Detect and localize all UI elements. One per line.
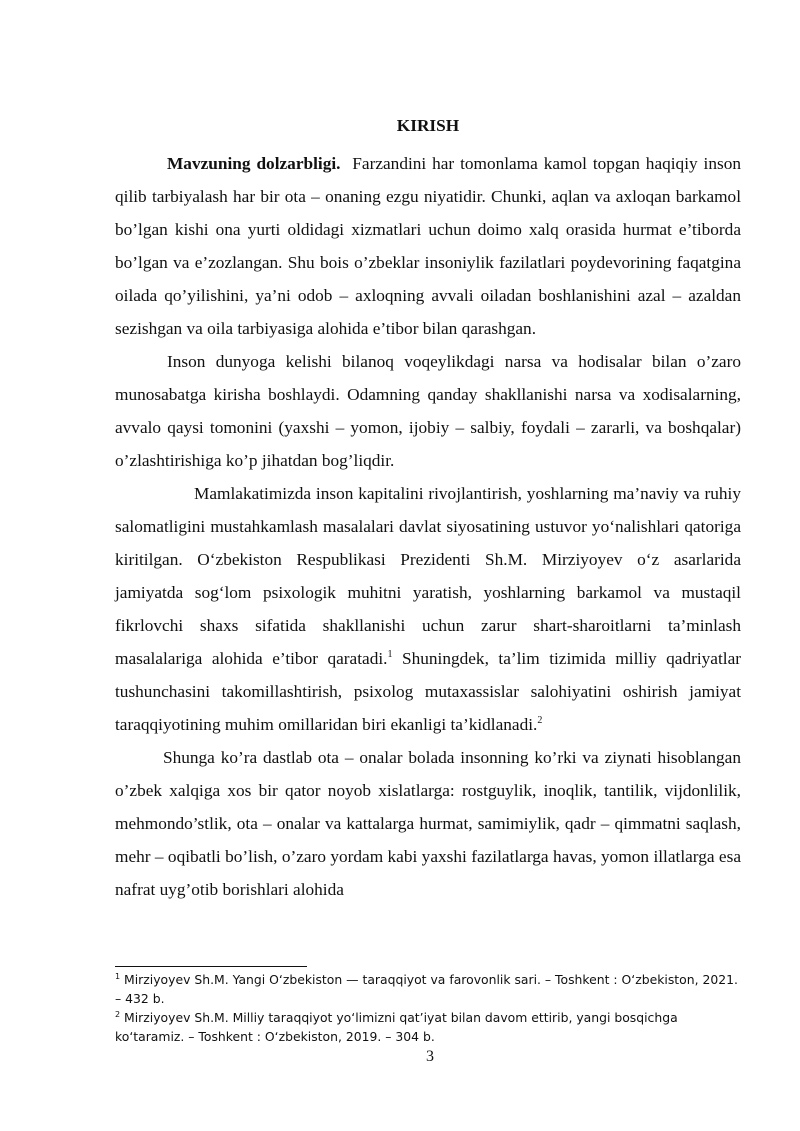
paragraph-3 [115, 477, 741, 741]
footnote-text: Mirziyoyev Sh.M. Yangi O‘zbekiston — taraqqiyot va farovonlik sari. – Toshkent : O‘zbekiston, 2021. – 432 b. [115, 972, 738, 1006]
paragraph-lead: Mavzuning dolzarbligi. [167, 154, 341, 173]
paragraph-text: Inson dunyoga kelishi bilanoq voqeylikdagi narsa va hodisalar bilan o’zaro munosabatga kirisha boshlaydi. Odamning qanday shakllanishi narsa va xodisalarning, avvalo qaysi tomonini (yaxshi – yomon, ijobiy – salbiy, foydali – zararli, va boshqalar) o’zlashtirishiga ko’p jihatdan bog’liqdir. [115, 352, 741, 470]
page-number: 3 [426, 1048, 434, 1065]
paragraph-4 [115, 741, 741, 906]
footnote-ref[interactable]: 1 [387, 649, 393, 661]
paragraph-2 [115, 345, 741, 477]
footnote-number: 2 [115, 1009, 121, 1019]
paragraph-text: Mamlakatimizda inson kapitalini rivojlantirish, yoshlarning ma’naviy va ruhiy salomatligini mustahkamlash masalalari davlat siyosatining ustuvor yo‘nalishlari qatoriga kiritilgan. O‘zbekiston Respublikasi Prezidenti Sh.M. Mirziyoyev o‘z asarlarida jamiyatda sog‘lom psixologik muhitni yaratish, yoshlarning barkamol va mustaqil fikrlovchi shaxs sifatida shakllanishi uchun zarur shart-sharoitlarni ta’minlash masalalariga alohida e’tibor qaratadi. [115, 484, 741, 668]
paragraph-1 [115, 147, 741, 345]
paragraph-text: Shunga ko’ra dastlab ota – onalar bolada insonning ko’rki va ziynati hisoblangan o’zbek xalqiga xos bir qator noyob xislatlarga: rostguylik, inoqlik, tantilik, vijdonlilik, mehmondo’stlik, ota – onalar va kattalarga hurmat, samimiylik, qadr – qimmatni saqlash, mehr – oqibatli bo’lish, o’zaro yordam kabi yaxshi fazilatlarga havas, yomon illatlarga esa nafrat uyg’otib borishlari alohida [115, 748, 741, 899]
footnote-text: Mirziyoyev Sh.M. Milliy taraqqiyot yo‘limizni qat’iyat bilan davom ettirib, yangi bosqichga ko‘taramiz. – Toshkent : O‘zbekiston, 2019. – 304 b. [115, 1010, 678, 1044]
body-text [115, 147, 741, 906]
paragraph-text: Farzandini har tomonlama kamol topgan haqiqiy inson qilib tarbiyalash har bir ota – onaning ezgu niyatidir. Chunki, aqlan va axloqan barkamol bo’lgan kishi ona yurti oldidagi xizmatlari uchun doimo xalq orasida hurmat e’tiborda bo’lgan va e’zozlangan. Shu bois o’zbeklar insoniylik fazilatlari poydevorining faqatgina oilada qo’yilishini, ya’ni odob – axloqning avvali oiladan boshlanishini azal – azaldan sezishgan va oila tarbiyasiga alohida e’tibor bilan qarashgan. [115, 154, 741, 338]
footnote-divider [115, 966, 307, 967]
section-heading: KIRISH [396, 116, 460, 135]
footnote-number: 1 [115, 971, 121, 981]
footnote-1 [115, 971, 741, 1008]
footnote-ref[interactable]: 2 [537, 715, 543, 727]
paragraph-text: Shuningdek, ta’lim tizimida milliy qadriyatlar tushunchasini takomillashtirish, psixolog mutaxassislar salohiyatini oshirish jamiyat taraqqiyotining muhim omillaridan biri ekanligi ta’kidlanadi. [115, 649, 741, 734]
footnotes [115, 971, 741, 1047]
footnote-2 [115, 1009, 741, 1046]
